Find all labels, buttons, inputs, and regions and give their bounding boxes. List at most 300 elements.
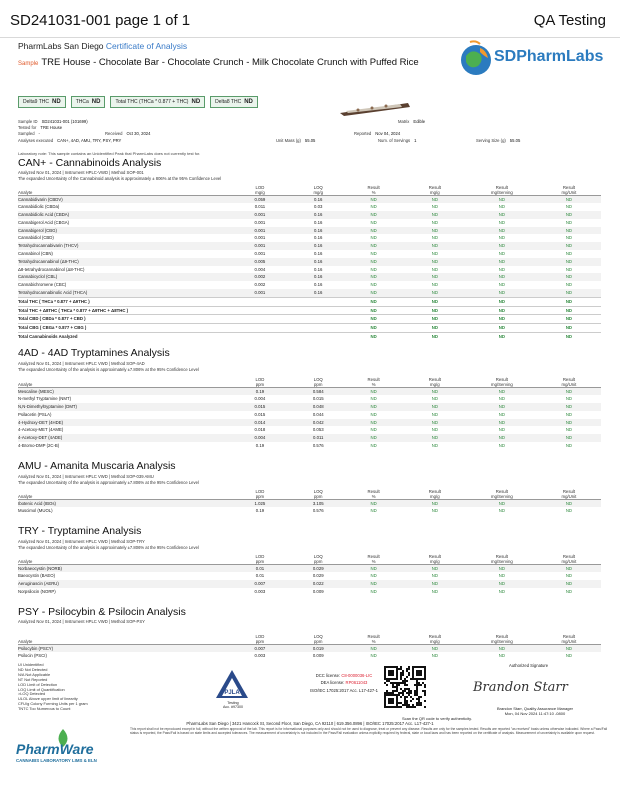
analyte-cell: Cannabinol (CBN) (18, 251, 53, 257)
value-cell: ND (403, 434, 467, 442)
value-cell: ND (537, 242, 601, 250)
can-uncertainty: The expanded Uncertainty of the Cannabinoid analysis is approximately ± 806% at the 95% Confidence Level (18, 176, 222, 181)
value-cell: ND (537, 306, 601, 315)
value-cell: ND (431, 443, 438, 449)
value-cell: 0.004 (228, 434, 292, 442)
value-cell: ND (344, 333, 402, 341)
analyte-cell: Δ8-tetrahydrocannabinol (Δ8-THC) (18, 266, 85, 272)
analyte-cell: Tetrahydrocannabinolic Acid (THCA) (18, 289, 228, 297)
value-cell: ND (537, 315, 601, 324)
value-cell: 0.16 (292, 289, 344, 297)
value-cell: ND (370, 219, 377, 225)
value-cell: ND (431, 396, 438, 402)
table-row (18, 507, 601, 515)
value-cell: ND (403, 580, 467, 588)
value-cell: ND (403, 499, 467, 507)
value-cell: 0.01 (255, 573, 265, 579)
analyte-cell: Baeocystin (BAEO) (18, 573, 56, 579)
value-cell: ND (467, 273, 537, 281)
value-cell: 0.16 (314, 235, 323, 241)
analyte-cell: Tetrahydrocannabivarin (THCV) (18, 242, 228, 250)
value-cell: ND (498, 251, 505, 257)
value-cell: ND (403, 242, 467, 250)
value-cell: ND (344, 324, 402, 333)
value-cell: 0.007 (228, 644, 292, 652)
table-row (18, 250, 601, 258)
value-cell (228, 297, 292, 306)
lab-notice: Laboratory note: This sample contains an Unidentified Peak that PharmLabs does not currently test for. (18, 151, 201, 156)
table-row (18, 289, 601, 297)
analyte-cell: Psilacetin (PSLA) (18, 411, 52, 417)
value-cell (292, 333, 344, 341)
value-cell: ND (565, 219, 573, 225)
value-cell (292, 324, 344, 333)
table-row (18, 258, 601, 266)
value-cell: ND (370, 588, 377, 594)
pjla-caption: Testing Acc. #97300 (223, 701, 243, 710)
value-cell: ND (403, 306, 467, 315)
analyte-cell: Total Cannabinoids Analyzed (18, 333, 228, 341)
value-cell: 0.007 (228, 580, 292, 588)
value-cell: ND (498, 204, 505, 210)
lab-line (18, 41, 187, 51)
value-cell: ND (403, 297, 467, 306)
table-row (18, 572, 601, 580)
value-cell: 3.105 (292, 499, 344, 507)
value-cell: ND (431, 266, 438, 272)
value-cell: 0.19 (228, 387, 292, 395)
value-cell: ND (565, 251, 573, 257)
value-cell: ND (467, 644, 537, 652)
column-header: LOD ppm (228, 631, 292, 644)
value-cell: ND (537, 564, 601, 572)
value-cell: ND (467, 258, 537, 266)
logo-text: SDPharmLabs (494, 48, 604, 65)
value-cell: ND (403, 419, 467, 427)
table-row (18, 395, 601, 403)
value-cell: ND (431, 427, 438, 433)
value-cell: ND (565, 282, 573, 288)
value-cell (228, 324, 292, 333)
value-cell: 0.001 (254, 251, 266, 257)
value-cell: ND (403, 273, 467, 281)
signature-label: Authorized Signature (509, 663, 549, 668)
value-cell: 0.16 (292, 242, 344, 250)
psy-table (18, 631, 601, 660)
value-cell: ND (344, 564, 402, 572)
value-cell: ND (370, 251, 377, 257)
table-header-row (18, 551, 601, 564)
analyte-cell: Cannabicyclol (CBL) (18, 273, 228, 281)
value-cell: ND (537, 297, 601, 306)
column-header: LOQ ppm (292, 551, 344, 564)
value-cell: ND (467, 227, 537, 235)
value-cell: 0.022 (292, 580, 344, 588)
table-row (18, 434, 601, 442)
column-header: LOQ ppm (292, 374, 344, 387)
value-cell: 0.001 (228, 289, 292, 297)
value-cell: ND (431, 219, 438, 225)
table-header-row (18, 182, 601, 195)
table-row (18, 411, 601, 419)
value-cell: ND (537, 644, 601, 652)
column-header: Result mg/Unit (537, 182, 601, 195)
sdpharmlabs-logo (458, 38, 608, 78)
value-cell: ND (344, 273, 402, 281)
table-row (18, 499, 601, 507)
qr-code[interactable] (382, 664, 428, 710)
disclaimer: This report shall not be reproduced except in full, without the written approval of the lab. This report is for informational purposes only and should not be used to diagnose, treat or prevent any disease. Results are only for the samples tested. Results are reported "as received" basis unless otherwise indicated. Where a Pass/Fail status is reported, the Pass/Fail is based on state limits and accepted tolerances. The measurement of uncertainty is not included in the Pass/Fail evaluation unless explicitly required by federal, state or local laws and has been reported on the certificate of analysis. Measurement of uncertainty is available upon request. (130, 727, 608, 735)
value-cell: ND (537, 289, 601, 297)
value-cell: ND (498, 219, 505, 225)
value-cell: ND (467, 211, 537, 219)
analyte-cell: Total CBG ( CBGa * 0.877 + CBG ) (18, 324, 228, 333)
value-cell: ND (498, 411, 505, 417)
value-cell: ND (565, 204, 573, 210)
value-cell: 0.16 (314, 266, 323, 272)
value-cell: ND (431, 588, 438, 594)
meta-analyses: Analyses executed CAN+, 4AD, AMU, TRY, PSY, PRY (18, 138, 122, 143)
value-cell: 0.029 (312, 573, 324, 579)
value-cell: ND (565, 396, 573, 402)
value-cell: 0.001 (254, 235, 266, 241)
value-cell: ND (344, 315, 402, 324)
value-cell: ND (537, 403, 601, 411)
analyte-cell: 4-Hydroxy-DET (4HDE) (18, 419, 228, 427)
signature-image: Brandon Starr (473, 680, 568, 695)
total-row (18, 297, 601, 306)
value-cell: ND (370, 653, 377, 659)
value-cell: ND (344, 297, 402, 306)
signatory: Brandon Starr, Quality Assurance Manager Mon, 04 Nov 2024 11:47:10 -0800 (496, 706, 574, 716)
table-row (18, 273, 601, 281)
analyte-cell: Cannabidivarin (CBDV) (18, 195, 228, 203)
svg-text:PJLA: PJLA (224, 690, 240, 696)
total-row (18, 333, 601, 341)
value-cell: ND (370, 443, 377, 449)
value-cell (228, 333, 292, 341)
analyte-cell: N,N-Dimethyltryptamine (DMT) (18, 403, 228, 411)
total-row (18, 315, 601, 324)
table-row (18, 281, 601, 289)
column-header: Result mg/g (403, 374, 467, 387)
value-cell: ND (431, 204, 438, 210)
analyte-cell: Psilocin (PSCI) (18, 653, 47, 659)
value-cell: ND (344, 258, 402, 266)
pjla-accreditation-icon (214, 668, 250, 700)
value-cell: ND (565, 411, 573, 417)
analyte-cell: Norbaeocystin (NORB) (18, 564, 228, 572)
value-cell: ND (467, 333, 537, 341)
value-cell: ND (344, 499, 402, 507)
column-header: LOD ppm (228, 374, 292, 387)
value-cell: ND (537, 333, 601, 341)
value-cell: 0.005 (228, 258, 292, 266)
value-cell: 0.16 (292, 273, 344, 281)
analyte-cell: Total THC + Δ8THC ( THCa * 0.877 + Δ9THC + Δ8THC ) (18, 306, 228, 315)
table-row (18, 403, 601, 411)
psy-section-title: PSY - Psilocybin & Psilocin Analysis (18, 606, 186, 618)
value-cell: 0.16 (314, 251, 323, 257)
value-cell: ND (565, 235, 573, 241)
table-row (18, 234, 601, 242)
value-cell: 0.011 (292, 434, 344, 442)
try-table (18, 551, 601, 596)
value-cell (228, 315, 292, 324)
badge-delta8: Delta8 THC ND (210, 96, 258, 108)
value-cell: ND (537, 387, 601, 395)
value-cell: ND (537, 580, 601, 588)
value-cell: ND (467, 434, 537, 442)
value-cell: ND (344, 644, 402, 652)
value-cell: ND (344, 289, 402, 297)
analyte-cell: Cannabidiolic (CBDa) (18, 204, 60, 210)
meta-reported: Reported Nov 04, 2024 (354, 131, 401, 136)
fad-uncertainty: The expanded Uncertainty of the analysis is approximately ±7.806% at the 95% Confidence Level (18, 367, 199, 372)
value-cell: ND (498, 282, 505, 288)
table-row (18, 419, 601, 427)
column-header: Result mg/g (403, 486, 467, 499)
column-header: Result mg/Serving (467, 374, 537, 387)
value-cell: ND (498, 573, 505, 579)
value-cell: ND (498, 443, 505, 449)
psy-analyzed: Analyzed Nov 01, 2024 | Instrument HPLC VWD | Method SOP-PSY (18, 619, 145, 624)
value-cell: ND (344, 195, 402, 203)
value-cell: ND (467, 403, 537, 411)
value-cell: ND (403, 289, 467, 297)
value-cell: 0.19 (255, 508, 265, 514)
table-row (18, 588, 601, 596)
amu-uncertainty: The expanded Uncertainty of the analysis is approximately ±7.806% at the 95% Confidence Level (18, 480, 199, 485)
value-cell: 0.042 (292, 419, 344, 427)
column-header: LOQ ppm (292, 486, 344, 499)
try-uncertainty: The expanded Uncertainty of the analysis is approximately ±7.806% at the 95% Confidence Level (18, 545, 199, 550)
value-cell: ND (431, 282, 438, 288)
value-cell: ND (344, 419, 402, 427)
value-cell: ND (467, 324, 537, 333)
value-cell: ND (565, 427, 573, 433)
value-cell: 0.053 (312, 427, 324, 433)
table-header-row (18, 374, 601, 387)
table-row (18, 426, 601, 434)
value-cell (228, 306, 292, 315)
column-header: Analyte (18, 374, 228, 387)
value-cell: ND (498, 427, 505, 433)
value-cell: 0.002 (254, 282, 266, 288)
column-header: Result mg/Unit (537, 486, 601, 499)
total-row (18, 324, 601, 333)
value-cell: 0.014 (228, 419, 292, 427)
analyte-cell: Cannabichromene (CBC) (18, 282, 67, 288)
value-cell: ND (403, 324, 467, 333)
value-cell: 0.19 (255, 443, 265, 449)
column-header: LOD ppm (228, 551, 292, 564)
value-cell: 0.009 (312, 588, 324, 594)
value-cell: ND (467, 499, 537, 507)
value-cell: ND (344, 211, 402, 219)
column-header: Result mg/g (403, 551, 467, 564)
column-header: Result % (344, 486, 402, 499)
value-cell: ND (467, 387, 537, 395)
meta-tested-for: Tested for TRE House (18, 125, 63, 130)
value-cell (292, 315, 344, 324)
value-cell: 0.001 (254, 219, 266, 225)
value-cell: ND (344, 242, 402, 250)
analyte-cell: Ibotenic Acid (IBOs) (18, 499, 228, 507)
value-cell: ND (537, 273, 601, 281)
value-cell: 0.001 (228, 242, 292, 250)
analyte-cell: Norpsilocin (NORP) (18, 588, 56, 594)
column-header: Result % (344, 374, 402, 387)
thc-badges (18, 96, 258, 108)
value-cell: 0.16 (292, 211, 344, 219)
value-cell: 0.015 (254, 411, 266, 417)
value-cell: ND (537, 211, 601, 219)
value-cell: ND (344, 580, 402, 588)
certificate-link[interactable]: Certificate of Analysis (105, 41, 188, 51)
value-cell (292, 297, 344, 306)
analyte-cell: 4-Acetoxy-DET (4ADE) (18, 434, 228, 442)
value-cell: ND (370, 204, 377, 210)
license-block: DCC license: C8-0000036-LIC DEA license: RP0611043 ISO/IEC 17025:2017 Acc. L17-427-1 (310, 673, 378, 693)
analyte-cell: 4-Bromo-DMP (2C-B) (18, 443, 60, 449)
analyte-cell: Cannabidiol (CBD) (18, 235, 54, 241)
column-header: Result mg/Unit (537, 631, 601, 644)
abbreviation-legend: UI Unidentified ND Not Detected N/A Not Applicable NT Not Reported LOD Limit of Detection LOQ Limit of Quantification >LOQ Detected ULOL Above upper limit of linearity CFU/g Colony Forming Units per 1 gram TNTC Too Numerous to Count (18, 662, 88, 712)
can-table (18, 182, 601, 341)
value-cell: ND (403, 315, 467, 324)
value-cell: 0.004 (254, 396, 266, 402)
table-header-row (18, 631, 601, 644)
value-cell: ND (403, 258, 467, 266)
value-cell: 0.019 (292, 644, 344, 652)
value-cell: ND (565, 266, 573, 272)
value-cell: ND (344, 403, 402, 411)
column-header: Result % (344, 182, 402, 195)
sample-tag: Sample (18, 61, 39, 67)
value-cell: ND (403, 227, 467, 235)
analyte-cell: Mescaline (MESC) (18, 387, 228, 395)
table-row (18, 211, 601, 219)
value-cell: ND (403, 564, 467, 572)
value-cell: 0.002 (228, 273, 292, 281)
column-header: Result mg/Serving (467, 631, 537, 644)
fad-table (18, 374, 601, 450)
value-cell: ND (467, 580, 537, 588)
value-cell: ND (370, 282, 377, 288)
table-header-row (18, 486, 601, 499)
analyte-cell: Total THC ( THCa * 0.877 + Δ9THC ) (18, 297, 228, 306)
value-cell: ND (431, 573, 438, 579)
value-cell: 0.001 (228, 211, 292, 219)
value-cell: ND (431, 235, 438, 241)
value-cell: ND (467, 242, 537, 250)
table-row (18, 442, 601, 450)
value-cell: ND (537, 324, 601, 333)
table-row (18, 203, 601, 211)
value-cell: 0.16 (314, 282, 323, 288)
table-row (18, 652, 601, 660)
analyte-cell: Psilocybin (PSCY) (18, 644, 228, 652)
column-header: Result mg/Unit (537, 551, 601, 564)
value-cell: ND (498, 266, 505, 272)
value-cell: ND (467, 315, 537, 324)
table-row (18, 387, 601, 395)
column-header: LOQ ppm (292, 631, 344, 644)
analyte-cell: 4-Acetoxy-MET (4AME) (18, 427, 64, 433)
column-header: LOD ppm (228, 486, 292, 499)
value-cell: ND (498, 653, 505, 659)
title-bar (0, 0, 620, 38)
column-header: Result mg/Serving (467, 486, 537, 499)
table-row (18, 227, 601, 235)
value-cell: ND (467, 297, 537, 306)
value-cell: ND (467, 306, 537, 315)
value-cell: 0.584 (292, 387, 344, 395)
value-cell: 0.059 (228, 195, 292, 203)
value-cell: 0.16 (292, 258, 344, 266)
column-header: Result mg/Serving (467, 182, 537, 195)
can-section-title: CAN+ - Cannabinoids Analysis (18, 157, 162, 169)
value-cell: 0.018 (254, 427, 266, 433)
scan-note: Scan the QR code to verify authenticity. (402, 716, 472, 721)
value-cell: 1.025 (228, 499, 292, 507)
analyte-cell: Aeruginascin (AERU) (18, 580, 228, 588)
value-cell: ND (537, 419, 601, 427)
value-cell: ND (537, 499, 601, 507)
sample-title (18, 57, 438, 70)
value-cell: ND (565, 573, 573, 579)
value-cell: ND (403, 333, 467, 341)
value-cell: ND (370, 573, 377, 579)
badge-thca: THCa ND (71, 96, 106, 108)
fad-analyzed: Analyzed Nov 01, 2024 | Instrument HPLC VWD | Method SOP-4AD (18, 361, 145, 366)
value-cell: ND (344, 306, 402, 315)
analyte-cell: Total CBD ( CBDa * 0.877 + CBD ) (18, 315, 228, 324)
table-row (18, 195, 601, 203)
value-cell: ND (344, 227, 402, 235)
meta-num-servings: Num. of Servings 1 (378, 138, 417, 143)
analyte-cell: Cannabidiolic Acid (CBDA) (18, 211, 228, 219)
value-cell: ND (403, 644, 467, 652)
value-cell: 0.576 (312, 443, 324, 449)
value-cell: ND (370, 411, 377, 417)
analyte-cell: Muscimol (MUOL) (18, 508, 53, 514)
column-header: Analyte (18, 486, 228, 499)
analyte-cell: Cannabigerol Acid (CBGA) (18, 219, 70, 225)
value-cell: ND (467, 564, 537, 572)
value-cell: ND (467, 289, 537, 297)
value-cell: 0.16 (292, 227, 344, 235)
try-section-title: TRY - Tryptamine Analysis (18, 525, 142, 537)
column-header: Result mg/g (403, 631, 467, 644)
value-cell: ND (537, 195, 601, 203)
value-cell: ND (431, 653, 438, 659)
value-cell: ND (370, 427, 377, 433)
value-cell: ND (537, 227, 601, 235)
column-header: Result mg/g (403, 182, 467, 195)
value-cell: 0.16 (292, 195, 344, 203)
meta-matrix: Matrix Edible (398, 119, 426, 124)
value-cell: 0.048 (292, 403, 344, 411)
value-cell: ND (537, 258, 601, 266)
value-cell: ND (370, 266, 377, 272)
value-cell: ND (344, 387, 402, 395)
value-cell: ND (370, 396, 377, 402)
total-row (18, 306, 601, 315)
value-cell: 0.011 (254, 204, 266, 210)
value-cell: ND (565, 588, 573, 594)
